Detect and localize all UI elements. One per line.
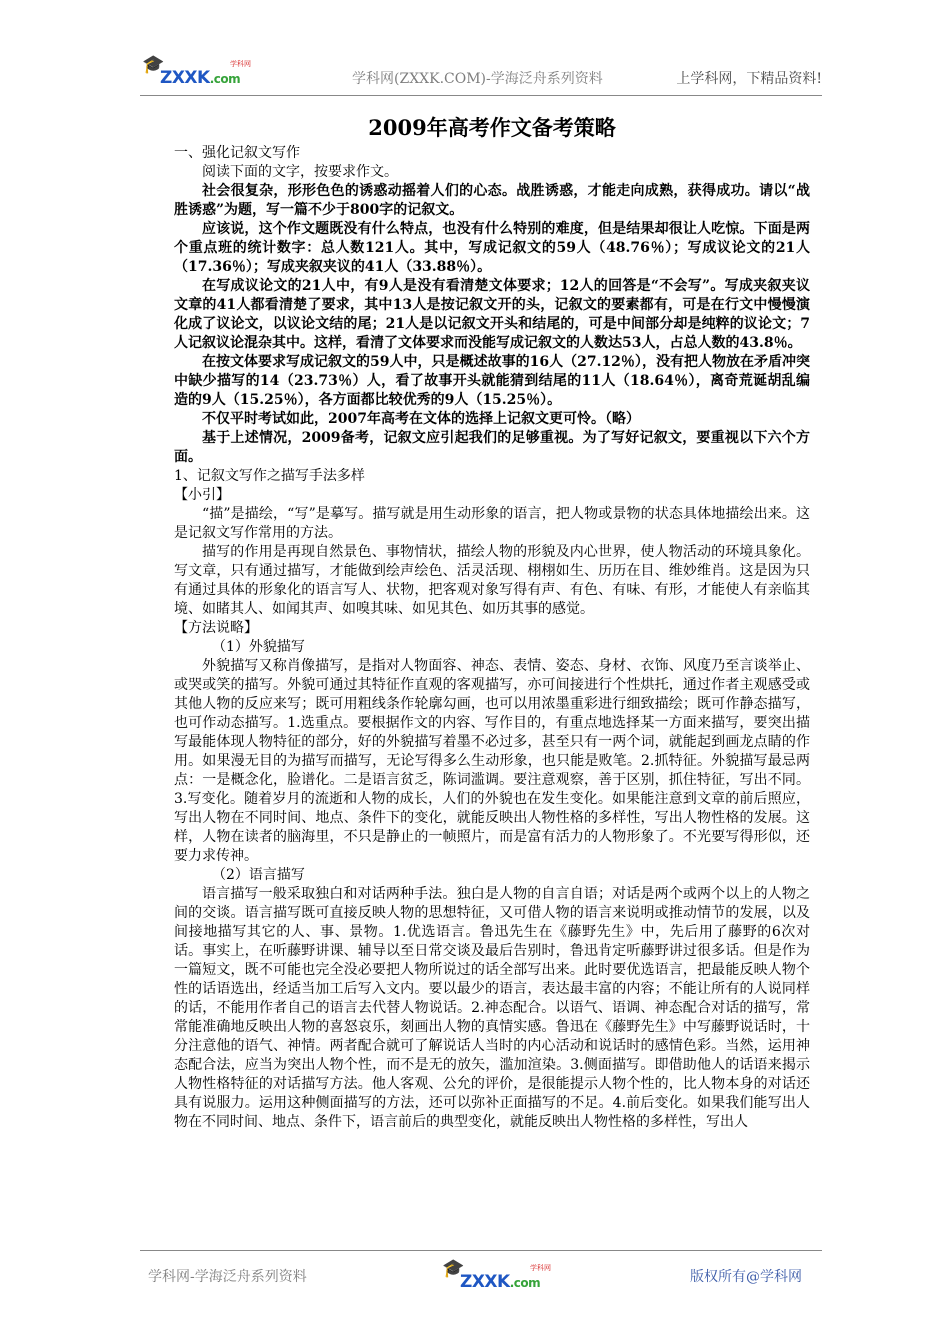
logo-wordmark: ZXXK.com <box>460 1272 541 1292</box>
section-heading: 一、强化记叙文写作 <box>174 145 300 161</box>
document-title: 2009年高考作文备考策略 <box>368 115 616 140</box>
method-heading: （1）外貌描写 <box>212 639 305 655</box>
paragraph: 语言描写一般采取独白和对话两种手法。独白是人物的自言自语；对话是两个或两个以上的人物之间的交谈。语言描写既可直接反映人物的思想特征，又可借人物的语言来说明或推动情节的发展，以及间接地描写其它的人、事、景物。1.优选语言。鲁迅先生在《藤野先生》中，先后用了藤野的6次对话。事实上，在听藤野讲课、辅导以至日常交谈及最后告别时，鲁迅肯定听藤野讲过很多话。但是作为一篇短文，既不可能也完全没必要把人物所说过的话全部写出来。此时要优选语言，把最能反映人物个性的话语选出，经适当加工后写入文内。要以最少的语言，表达最丰富的内容；不能让所有的人说同样的话，不能用作者自己的语言去代替人物说话。2.神态配合。以语气、语调、神态配合对话的描写，常常能准确地反映出人物的喜怒哀乐，刻画出人物的真情实感。鲁迅在《藤野先生》中写藤野说话时，十分注意他的语气、神情。两者配合就可了解说话人当时的内心活动和说话时的感情色彩。当然，运用神态配合法，应当为突出人物个性，而不是无的放矢，滥加渲染。3.侧面描写。即借助他人的话语来揭示人物性格特征的对话描写方法。他人客观、公允的评价，是很能提示人物个性的，比人物本身的对话还具有说服力。运用这种侧面描写的方法，还可以弥补正面描写的不足。4.前后变化。如果我们能写出人物在不同时间、地点、条件下，语言前后的典型变化，就能反映出人物性格的多样性，写出人 <box>174 886 810 1130</box>
paragraph: “描”是描绘，“写”是摹写。描写就是用生动形象的语言，把人物或景物的状态具体地描绘出来。这是记叙文写作常用的方法。 <box>174 506 810 541</box>
graduation-cap-icon: 🎓 <box>142 54 165 75</box>
footer-divider <box>140 1250 822 1251</box>
page-header <box>140 52 822 100</box>
paragraph: 在按文体要求写成记叙文的59人中，只是概述故事的16人（27.12％），没有把人物放在矛盾冲突中缺少描写的14（23.73％）人，看了故事开头就能猜到结尾的11人（18.64％），离奇荒诞胡乱编造的9人（15.25％），各方面都比较优秀的9人（15.25％）。 <box>174 354 810 408</box>
method-heading: （2）语言描写 <box>212 867 305 883</box>
label-heading: 【小引】 <box>174 487 230 503</box>
paragraph: 不仅平时考试如此，2007年高考在文体的选择上记叙文更可怜。（略） <box>202 411 640 427</box>
paragraph: 社会很复杂，形形色色的诱惑动摇着人们的心态。战胜诱惑，才能走向成熟，获得成功。请以“战胜诱惑”为题，写一篇不少于800字的记叙文。 <box>174 183 810 218</box>
paragraph: 基于上述情况，2009备考，记叙文应引起我们的足够重视。为了写好记叙文，要重视以下六个方面。 <box>174 430 810 465</box>
site-logo[interactable] <box>140 56 260 90</box>
label-heading: 【方法说略】 <box>174 620 258 636</box>
header-slogan: 上学科网，下精品资料! <box>676 71 822 87</box>
subsection-heading: 1、记叙文写作之描写手法多样 <box>174 468 365 484</box>
paragraph: 阅读下面的文字，按要求作文。 <box>202 164 398 180</box>
footer-logo[interactable] <box>440 1260 560 1294</box>
paragraph: 应该说，这个作文题既没有什么特点，也没有什么特别的难度，但是结果却很让人吃惊。下面是两个重点班的统计数字：总人数121人。其中，写成记叙文的59人（48.76％）；写成议论文的21人（17.36％）；写成夹叙夹议的41人（33.88％）。 <box>174 221 810 275</box>
graduation-cap-icon: 🎓 <box>442 1258 465 1279</box>
logo-tag: 学科网 <box>230 60 251 68</box>
footer-copyright: 版权所有@学科网 <box>690 1269 802 1285</box>
header-center-text: 学科网(ZXXK.COM)-学海泛舟系列资料 <box>352 71 603 87</box>
page-footer <box>140 1250 822 1294</box>
header-divider <box>140 95 822 96</box>
logo-wordmark: ZXXK.com <box>160 68 241 88</box>
paragraph: 外貌描写又称肖像描写，是指对人物面容、神态、表情、姿态、身材、衣饰、风度乃至言谈举止、或哭或笑的描写。外貌可通过其特征作直观的客观描写，亦可间接进行个性烘托，通过作者主观感受或其他人物的反应来写；既可用粗线条作轮廓勾画，也可以用浓墨重彩进行细致描绘；既可作静态描写，也可作动态描写。1.选重点。要根据作文的内容、写作目的，有重点地选择某一方面来描写，要突出描写最能体现人物特征的部分，好的外貌描写着墨不必过多，甚至只有一两个词，就能起到画龙点睛的作用。如果漫无目的为描写而描写，无论写得多么生动形象，也只能是败笔。2.抓特征。外貌描写最忌两点：一是概念化，脸谱化。二是语言贫乏，陈词滥调。要注意观察，善于区别，抓住特征，写出不同。3.写变化。随着岁月的流逝和人物的成长，人们的外貌也在发生变化。如果能注意到文章的前后照应，写出人物在不同时间、地点、条件下的变化，就能反映出人物性格的多样性，写出人物性格的发展。这样，人物在读者的脑海里，不只是静止的一帧照片，而是富有活力的人物形象了。不光要写得形似，还要力求传神。 <box>174 658 810 864</box>
document-body <box>174 114 810 1132</box>
paragraph: 在写成议论文的21人中，有9人是没有看清楚文体要求；12人的回答是“不会写”。写成夹叙夹议文章的41人都看清楚了要求，其中13人是按记叙文开的头，记叙文的要素都有，可是在行文中慢慢演化成了议论文，以议论文结的尾；21人是以记叙文开头和结尾的，可是中间部分却是纯粹的议论文；7人记叙议论混杂其中。这样，看清了文体要求而没能写成记叙文的人数达53人，占总人数的43.8％。 <box>174 278 810 351</box>
logo-tag: 学科网 <box>530 1264 551 1272</box>
footer-left-text: 学科网-学海泛舟系列资料 <box>148 1269 307 1285</box>
paragraph: 描写的作用是再现自然景色、事物情状，描绘人物的形貌及内心世界，使人物活动的环境具象化。写文章，只有通过描写，才能做到绘声绘色、活灵活现、栩栩如生、历历在目、维妙维肖。这是因为只有通过具体的形象化的语言写人、状物，把客观对象写得有声、有色、有味、有形，才能使人有亲临其境、如睹其人、如闻其声、如嗅其味、如见其色、如历其事的感觉。 <box>174 544 810 617</box>
